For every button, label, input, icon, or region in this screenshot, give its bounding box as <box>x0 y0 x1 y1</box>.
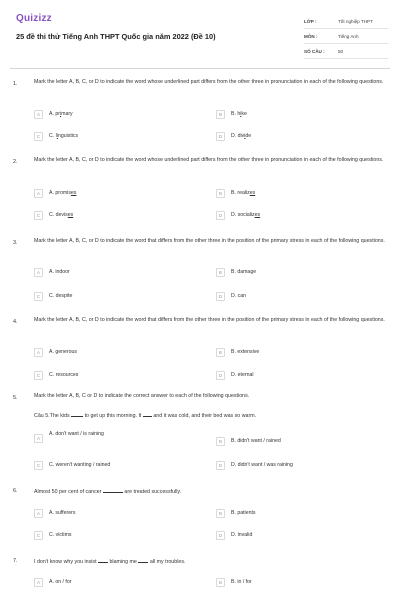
option-text: D. didn't want / was raining <box>231 462 293 468</box>
option-letter-box: D <box>216 461 225 470</box>
option-text: D. can <box>231 293 246 299</box>
question-number: 4. <box>13 319 18 325</box>
option-letter-box: C <box>34 531 43 540</box>
option-text: B. extensive <box>231 349 260 355</box>
option-letter-box: B <box>216 348 225 357</box>
option-letter-box: C <box>34 461 43 470</box>
option-b[interactable] <box>216 265 256 279</box>
option-letter-box: A <box>34 348 43 357</box>
option-text: C. victims <box>49 532 72 538</box>
question-sentence: Câu 5.The kids to get up this morning. It and it was cold, and their bed was so warm. <box>34 413 257 419</box>
option-c[interactable] <box>34 528 71 542</box>
option-b[interactable] <box>216 575 252 589</box>
question-text: I don't know why you insist blaming me all my troubles. <box>34 559 186 565</box>
meta-row-question-count <box>304 44 388 59</box>
option-text: B. patients <box>231 510 256 516</box>
answer-blank <box>98 558 108 563</box>
option-text: A. on / for <box>49 579 72 585</box>
meta-value: Tiếng Anh <box>338 33 359 39</box>
option-b[interactable] <box>216 107 247 121</box>
option-d[interactable] <box>216 528 252 542</box>
option-b[interactable] <box>216 434 281 448</box>
question-text: Mark the letter A, B, C, or D to indicate the word whose underlined part differs from the other three in pronunciation in each of the following questions. <box>34 79 384 85</box>
option-text: D. divide <box>231 133 252 139</box>
option-a[interactable] <box>34 107 73 121</box>
option-letter-box: D <box>216 292 225 301</box>
question-text: Mark the letter A, B, C, or D to indicate the word that differs from the other three in the position of the primary stress in each of the following questions. <box>34 317 385 323</box>
option-letter-box: B <box>216 268 225 277</box>
meta-value: 50 <box>338 48 344 54</box>
option-d[interactable] <box>216 458 293 472</box>
option-letter-box: D <box>216 531 225 540</box>
option-c[interactable] <box>34 208 73 222</box>
meta-table <box>304 14 388 59</box>
header-divider <box>10 68 390 69</box>
answer-blank <box>103 488 123 493</box>
option-b[interactable] <box>216 186 255 200</box>
option-text: A. promises <box>49 190 77 196</box>
option-letter-box: A <box>34 509 43 518</box>
option-letter-box: D <box>216 211 225 220</box>
meta-value: Tốt nghiệp THPT <box>338 18 373 24</box>
option-letter-box: A <box>34 434 43 443</box>
meta-label: SỐ CÂU : <box>304 48 325 54</box>
option-a[interactable] <box>34 186 76 200</box>
option-text: B. hike <box>231 111 247 117</box>
question-number: 1. <box>13 81 18 87</box>
option-text: C. despite <box>49 293 73 299</box>
option-text: D. eternal <box>231 372 254 378</box>
option-text: C. linguistics <box>49 133 79 139</box>
option-text: C. weren't wanting / rained <box>49 462 111 468</box>
option-text: B. in / for <box>231 579 252 585</box>
option-a[interactable] <box>34 506 75 520</box>
question-number: 5. <box>13 395 18 401</box>
option-letter-box: A <box>34 110 43 119</box>
option-letter-box: C <box>34 292 43 301</box>
option-a[interactable] <box>34 345 77 359</box>
option-b[interactable] <box>216 345 259 359</box>
quizizz-logo: Quizizz <box>16 13 52 24</box>
question-text: Mark the letter A, B, C or D to indicate the correct answer to each of the following questions. <box>34 393 250 399</box>
question-text: Mark the letter A, B, C, or D to indicate the word that differs from the other three in the position of the primary stress in each of the following questions. <box>34 238 385 244</box>
answer-blank <box>143 412 152 417</box>
worksheet-title: 25 đề thi thử Tiếng Anh THPT Quốc gia năm 2022 (Đề 10) <box>16 32 216 41</box>
option-letter-box: A <box>34 189 43 198</box>
question-number: 3. <box>13 240 18 246</box>
option-text: B. realizes <box>231 190 256 196</box>
option-text: C. devises <box>49 212 74 218</box>
meta-row-subject <box>304 29 388 44</box>
question-text: Almost 50 per cent of cancer are treated successfully. <box>34 489 182 495</box>
option-letter-box: C <box>34 132 43 141</box>
option-letter-box: B <box>216 110 225 119</box>
option-letter-box: A <box>34 268 43 277</box>
option-d[interactable] <box>216 368 254 382</box>
option-c[interactable] <box>34 368 78 382</box>
meta-label: MÔN : <box>304 33 318 39</box>
option-letter-box: C <box>34 371 43 380</box>
option-text: D. invalid <box>231 532 253 538</box>
option-letter-box: B <box>216 509 225 518</box>
option-text: C. resources <box>49 372 79 378</box>
option-letter-box: B <box>216 437 225 446</box>
option-d[interactable] <box>216 289 246 303</box>
option-c[interactable] <box>34 129 78 143</box>
option-d[interactable] <box>216 208 260 222</box>
option-text: B. didn't want / rained <box>231 438 281 444</box>
option-letter-box: D <box>216 371 225 380</box>
option-c[interactable] <box>34 289 72 303</box>
option-a[interactable] <box>34 432 104 446</box>
option-letter-box: B <box>216 578 225 587</box>
option-b[interactable] <box>216 506 256 520</box>
option-letter-box: B <box>216 189 225 198</box>
option-letter-box: A <box>34 578 43 587</box>
answer-blank <box>138 558 148 563</box>
option-text: A. don't want / is raining <box>49 431 104 437</box>
question-number: 6. <box>13 488 18 494</box>
question-number: 2. <box>13 159 18 165</box>
option-c[interactable] <box>34 458 110 472</box>
option-text: A. indoor <box>49 269 70 275</box>
option-text: B. damage <box>231 269 257 275</box>
option-letter-box: D <box>216 132 225 141</box>
meta-row-class <box>304 14 388 29</box>
option-d[interactable] <box>216 129 251 143</box>
option-text: D. socializes <box>231 212 261 218</box>
question-number: 7. <box>13 558 18 564</box>
option-text: A. sufferers <box>49 510 76 516</box>
option-letter-box: C <box>34 211 43 220</box>
answer-blank <box>71 412 83 417</box>
meta-label: LỚP : <box>304 18 317 24</box>
option-a[interactable] <box>34 575 72 589</box>
option-text: A. primary <box>49 111 73 117</box>
worksheet-header <box>0 0 400 70</box>
option-text: A. generous <box>49 349 77 355</box>
question-text: Mark the letter A, B, C, or D to indicate the word whose underlined part differs from the other three in pronunciation in each of the following questions. <box>34 157 384 163</box>
option-a[interactable] <box>34 265 70 279</box>
